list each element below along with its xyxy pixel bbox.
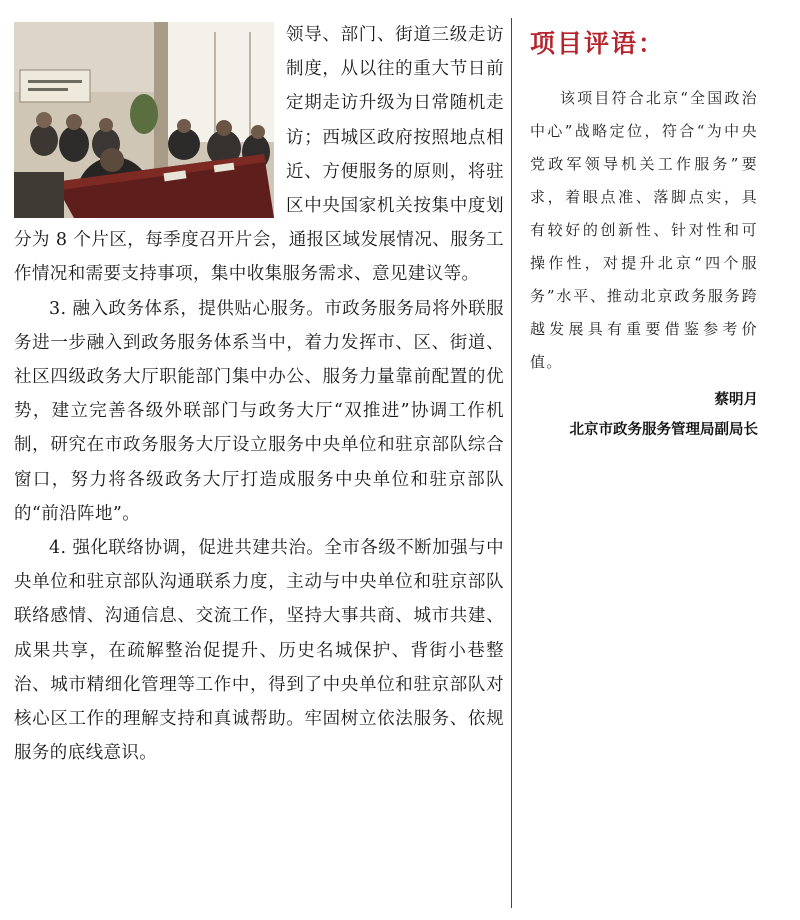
photo-placeholder xyxy=(14,22,286,218)
article-paragraph-3: 4. 强化联络协调，促进共建共治。全市各级不断加强与中央单位和驻京部队沟通联系力度，主动与中央单位和驻京部队联络感情、沟通信息、交流工作，坚持大事共商、城市共建、成果共享，在疏解整治促提升、历史名城保护、背街小巷整治、城市精细化管理等工作中，得到了中央单位和驻京部队对核心区工作的理解支持和真诚帮助。牢固树立依法服务、依规服务的底线意识。 xyxy=(14,538,504,764)
column-divider xyxy=(511,18,512,908)
sidebar-title: 项目评语： xyxy=(530,29,666,58)
sidebar-author-role: 北京市政务服务管理局副局长 xyxy=(569,422,758,438)
article-paragraph-2: 3. 融入政务体系，提供贴心服务。市政务服务局将外联服务进一步融入到政务服务体系当中，着力发挥市、区、街道、社区四级政务大厅职能部门集中办公、服务力量靠前配置的优势，建立完善各级外联部门与政务大厅“双推进”协调工作机制，研究在市政务服务大厅设立服务中央单位和驻京部队综合窗口，努力将各级政务大厅打造成服务中央单位和驻京部队的“前沿阵地”。 xyxy=(14,298,504,524)
sidebar-author-name: 蔡明月 xyxy=(714,392,758,408)
article-paragraph-1: 领导、部门、街道三级走访制度，从以往的重大节日前定期走访升级为日常随机走访；西城区政府按照地点相近、方便服务的原则，将驻区中央国家机关按集中度划分为 8 个片区，每季度召开片会，通报区域发展情况、服务工作情况和需要支持事项，集中收集服务需求、意见建议等。 xyxy=(14,25,504,285)
sidebar-comment-text: 该项目符合北京“全国政治中心”战略定位，符合“为中央党政军领导机关工作服务”要求，着眼点准、落脚点实，具有较好的创新性、针对性和可操作性，对提升北京“四个服务”水平、推动北京政务服务跨越发展具有重要借鉴参考价值。 xyxy=(530,89,758,371)
article-body xyxy=(14,22,504,770)
project-comment-sidebar xyxy=(530,26,758,445)
